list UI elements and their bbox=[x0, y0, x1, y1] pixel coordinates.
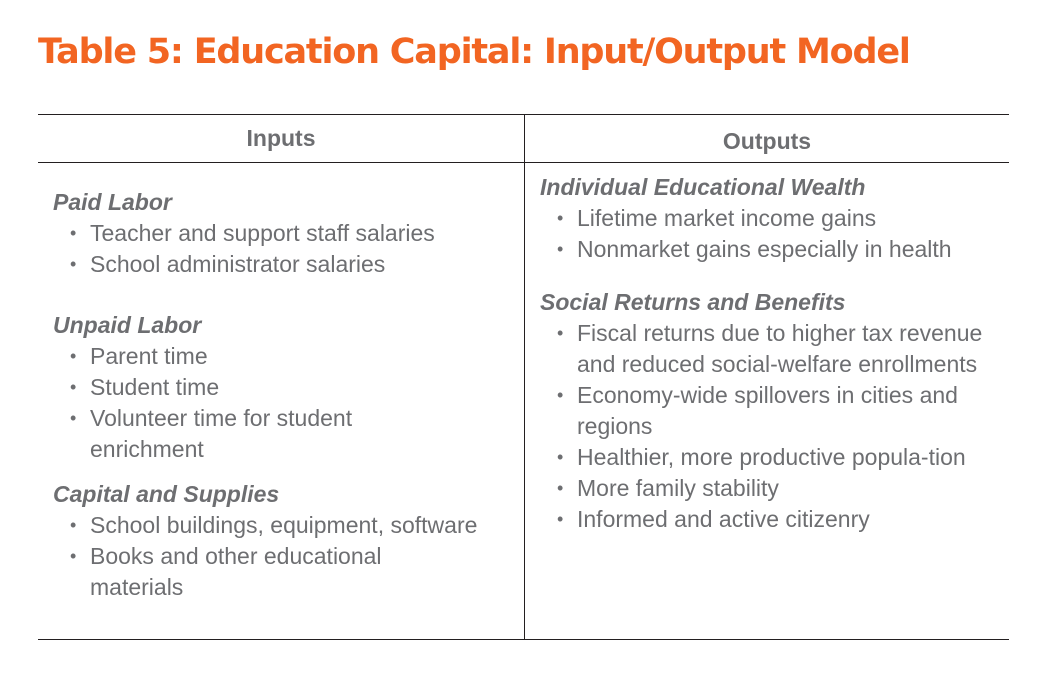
inputs-column bbox=[53, 187, 513, 603]
item-text: Economy-wide spillovers in cities and regions bbox=[577, 382, 958, 439]
output-group-individual-wealth bbox=[540, 172, 1002, 265]
bullet-icon: • bbox=[70, 254, 77, 274]
list-item bbox=[53, 541, 480, 603]
list-item bbox=[540, 318, 1027, 380]
list-item bbox=[540, 504, 1002, 535]
list-item bbox=[53, 218, 513, 249]
item-text: Healthier, more productive popula-tion bbox=[577, 444, 966, 470]
input-group-capital-supplies bbox=[53, 479, 513, 603]
list-item bbox=[540, 234, 967, 265]
item-list bbox=[540, 203, 1002, 265]
list-item bbox=[53, 403, 420, 465]
item-text: School buildings, equipment, software bbox=[90, 512, 478, 538]
list-item bbox=[540, 442, 1017, 473]
column-divider bbox=[524, 114, 525, 639]
bullet-icon: • bbox=[70, 223, 77, 243]
list-item bbox=[540, 203, 1002, 234]
list-item bbox=[53, 341, 513, 372]
item-list bbox=[53, 218, 513, 280]
bullet-icon: • bbox=[557, 385, 564, 405]
group-heading: Unpaid Labor bbox=[53, 312, 202, 338]
bullet-icon: • bbox=[70, 515, 77, 535]
item-list bbox=[540, 318, 1002, 535]
item-text: Informed and active citizenry bbox=[577, 506, 870, 532]
output-group-social-returns bbox=[540, 287, 1002, 535]
list-item bbox=[53, 372, 513, 403]
list-item bbox=[53, 249, 513, 280]
inputs-column-header: Inputs bbox=[246, 125, 316, 151]
bullet-icon: • bbox=[70, 408, 77, 428]
outputs-column-header: Outputs bbox=[722, 128, 812, 154]
item-text: School administrator salaries bbox=[90, 251, 386, 277]
input-group-paid-labor bbox=[53, 187, 513, 280]
bullet-icon: • bbox=[70, 546, 77, 566]
outputs-column bbox=[540, 172, 1002, 535]
group-heading: Capital and Supplies bbox=[53, 481, 280, 507]
list-item bbox=[540, 380, 1007, 442]
item-text: Books and other educational materials bbox=[90, 543, 382, 600]
item-list bbox=[53, 341, 513, 465]
group-heading: Paid Labor bbox=[53, 189, 172, 215]
item-text: Volunteer time for student enrichment bbox=[90, 405, 353, 462]
bullet-icon: • bbox=[70, 346, 77, 366]
bullet-icon: • bbox=[70, 377, 77, 397]
item-text: More family stability bbox=[577, 475, 779, 501]
bullet-icon: • bbox=[557, 323, 564, 343]
item-text: Teacher and support staff salaries bbox=[90, 220, 435, 246]
item-text: Lifetime market income gains bbox=[577, 205, 877, 231]
bullet-icon: • bbox=[557, 208, 564, 228]
bullet-icon: • bbox=[557, 239, 564, 259]
item-list bbox=[53, 510, 513, 603]
bullet-icon: • bbox=[557, 509, 564, 529]
group-heading: Social Returns and Benefits bbox=[540, 289, 846, 315]
item-text: Nonmarket gains especially in health bbox=[577, 236, 952, 262]
bullet-icon: • bbox=[557, 478, 564, 498]
item-text: Fiscal returns due to higher tax revenue and reduced social-welfare enrollments bbox=[577, 320, 983, 377]
input-group-unpaid-labor bbox=[53, 310, 513, 465]
bullet-icon: • bbox=[557, 447, 564, 467]
item-text: Student time bbox=[90, 374, 220, 400]
table-bottom-rule bbox=[38, 639, 1009, 640]
item-text: Parent time bbox=[90, 343, 208, 369]
list-item bbox=[540, 473, 1002, 504]
group-heading: Individual Educational Wealth bbox=[540, 174, 866, 200]
table-title: Table 5: Education Capital: Input/Output Model bbox=[38, 32, 910, 72]
list-item bbox=[53, 510, 480, 541]
